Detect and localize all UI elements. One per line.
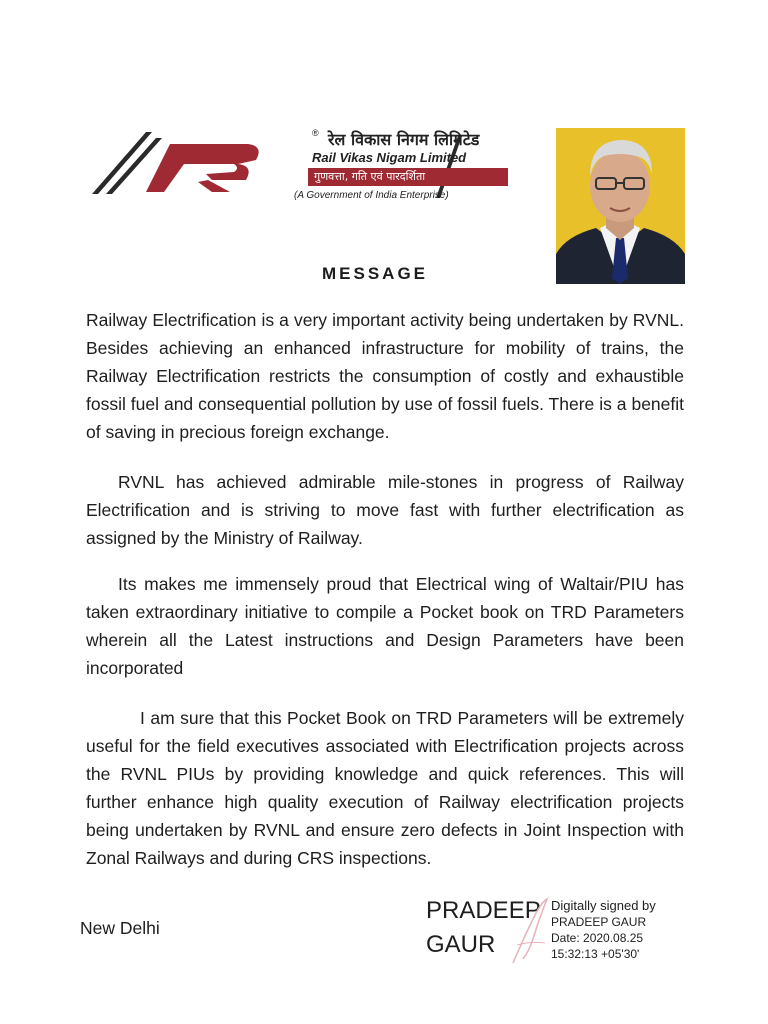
signature-scribble-icon <box>505 895 555 967</box>
logo-hindi-name: रेल विकास निगम लिमिटेड <box>328 130 480 149</box>
digital-signature-line-3: Date: 2020.08.25 <box>551 931 644 945</box>
signatory-name-line-1: PRADEEP <box>426 897 541 924</box>
signatory-name-line-2: GAUR <box>426 931 496 958</box>
rvnl-emblem-icon <box>88 128 318 208</box>
digital-signature-details <box>551 898 656 962</box>
logo-english-name: Rail Vikas Nigam Limited <box>312 150 467 165</box>
page-title: MESSAGE <box>322 264 429 283</box>
logo-motto: गुणवत्ता, गति एवं पारदर्शिता <box>308 168 508 186</box>
digital-signature-line-1: Digitally signed by <box>551 898 656 913</box>
message-paragraph-4: I am sure that this Pocket Book on TRD Parameters will be extremely useful for the field executives associated with Electrification projects across the RVNL PIUs by providing knowledge and quick references. This will further enhance high quality execution of Railway electrification projects being undertaken by RVNL and ensure zero defects in Joint Inspection with Zonal Railways and during CRS inspections. <box>86 708 684 868</box>
logo-enterprise-note: (A Government of India Enterprise) <box>294 190 449 201</box>
place-of-signing: New Delhi <box>80 918 160 938</box>
rvnl-logo <box>88 128 480 208</box>
registered-mark: ® <box>312 128 319 138</box>
person-portrait-icon <box>556 128 685 284</box>
digital-signature-line-2: PRADEEP GAUR <box>551 915 647 929</box>
digital-signature-line-4: 15:32:13 +05'30' <box>551 947 640 961</box>
message-paragraph-1: Railway Electrification is a very important activity being undertaken by RVNL. Besides achieving an enhanced infrastructure for mobility of trains, the Railway Electrification restricts the consumption of costly and exhaustible fossil fuel and consequential pollution by use of fossil fuels. There is a benefit of saving in precious foreign exchange. <box>86 310 684 442</box>
portrait-photo <box>556 128 685 284</box>
message-paragraph-3: Its makes me immensely proud that Electrical wing of Waltair/PIU has taken extraordinary initiative to compile a Pocket book on TRD Parameters wherein all the Latest instructions and Design Parameters have been incorporated <box>86 574 684 678</box>
message-paragraph-2: RVNL has achieved admirable mile-stones in progress of Railway Electrification and is striving to move fast with further electrification as assigned by the Ministry of Railway. <box>86 472 684 548</box>
